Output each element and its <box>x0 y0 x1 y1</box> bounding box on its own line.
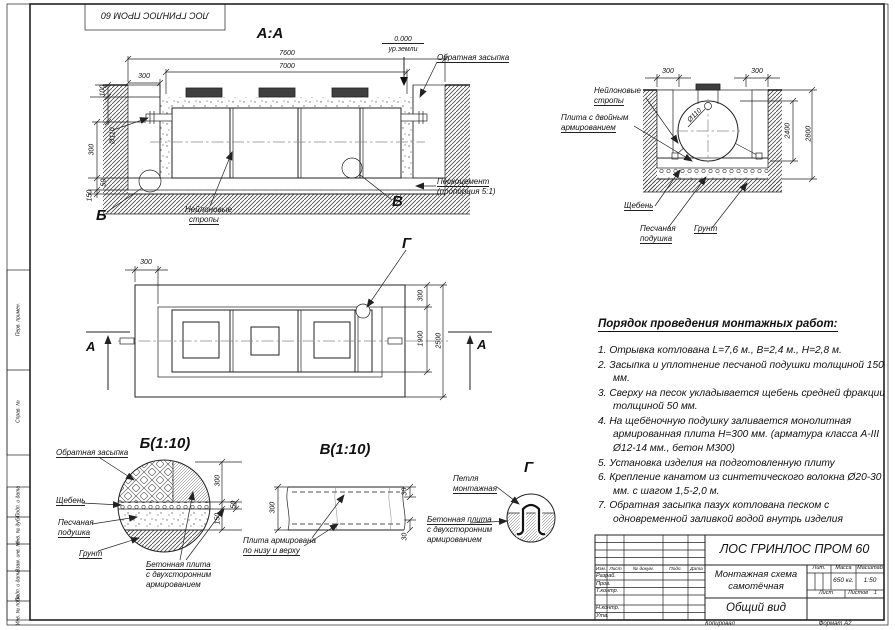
titleblock-doc-name: Монтажная схема <box>714 569 798 580</box>
dim-7600: 7600 <box>279 50 295 57</box>
detail-g-loop-2: монтажная <box>453 484 497 493</box>
view-plan <box>86 250 492 400</box>
titleblock-sheets-value: 1 <box>874 590 878 596</box>
titleblock-mass-value: 650 кг. <box>833 577 854 584</box>
titleblock-doc-name-2: самотёчная <box>728 581 784 592</box>
detail-g-plate: Бетонная плита <box>427 515 492 524</box>
label-sand-side: Песчаная <box>640 224 676 233</box>
titleblock-izm-header: Изм. <box>595 566 607 572</box>
frame-left-label: Перв. примен. <box>14 303 21 337</box>
label-slings-side-2: стропы <box>594 96 624 105</box>
section-aa-title: А:А <box>256 25 284 42</box>
detail-v-dim-30t: 30 <box>401 487 409 496</box>
dim-300-r: 300 <box>751 68 763 75</box>
detail-g-plate-2: с двухсторонним <box>427 525 493 534</box>
marker-b: Б <box>96 207 107 224</box>
label-slings: Нейлоновые <box>185 205 232 214</box>
marker-a-right: А <box>477 337 487 352</box>
procedure-item: 3. Сверху на песок укладывается щебень средней фракции толщиной 50 мм. <box>598 387 885 413</box>
dim-d110: Ø110 <box>109 127 117 144</box>
titleblock-row-prov: Пров. <box>596 580 611 587</box>
frame-left-label: Взам. инв. № <box>14 541 21 573</box>
label-plate-double: Плита с двойным <box>561 113 629 122</box>
procedure-item: 6. Крепление канатом из синтетического волокна Ø20-30 мм. с шагом 1,5-2,0 м. <box>598 472 882 497</box>
dim-300-l: 300 <box>662 68 674 75</box>
titleblock-row-nkontr: Н.контр. <box>596 605 620 611</box>
titleblock-scale-value: 1:50 <box>863 577 877 584</box>
label-sand-side-2: подушка <box>640 234 673 243</box>
titleblock-row-tkontr: Т.контр. <box>596 588 619 594</box>
dim-plan-2500: 2500 <box>435 332 443 349</box>
titleblock-view-name: Общий вид <box>726 602 786 614</box>
detail-g-loop: Петля <box>453 474 479 483</box>
level-sub: ур.земли <box>388 46 418 53</box>
titleblock-lit-header: Лит. <box>812 565 826 571</box>
dim-300-top: 300 <box>138 73 150 80</box>
dim-2400: 2400 <box>784 122 792 139</box>
marker-a-left: А <box>86 339 96 354</box>
label-gravel-side: Щебень <box>624 201 654 210</box>
titleblock-sheet-header: Лист <box>818 590 834 596</box>
detail-v-title: В(1:10) <box>319 441 371 458</box>
detail-v-label-2: по низу и верху <box>243 546 300 555</box>
detail-v-dim-30b: 30 <box>401 532 409 541</box>
titleblock-podp-header: Подп. <box>669 566 682 572</box>
dim-plan-1900: 1900 <box>417 330 425 347</box>
detail-b-dim-300: 300 <box>214 474 222 487</box>
frame-top-stamp: ЛОС ГРИНЛОС ПРОМ 60 <box>101 10 209 21</box>
label-soil-side: Грунт <box>694 224 718 233</box>
detail-g-plate-3: армированием <box>427 535 482 544</box>
view-section-side <box>634 74 817 228</box>
detail-b-plate: Бетонная плита <box>146 560 211 569</box>
procedure-list <box>598 344 888 527</box>
dim-plan-300-right: 300 <box>417 289 425 302</box>
titleblock-row-utv: Утв. <box>596 612 609 619</box>
detail-b-plate-3: армированием <box>146 580 201 589</box>
format-label: Формат А2 <box>818 620 852 627</box>
titleblock-product: ЛОС ГРИНЛОС ПРОМ 60 <box>719 542 870 556</box>
titleblock-doc-header: № докум. <box>632 566 655 572</box>
frame-left-label: Справ. № <box>14 400 21 423</box>
procedure-item: 4. На щебёночную подушку заливается монолитная армированная плита H=300 мм. (арматура класса A-III Ø12-14 мм., бетон М300) <box>598 415 880 454</box>
detail-b-gravel: Щебень <box>56 496 86 505</box>
detail-b-title: Б(1:10) <box>139 435 191 452</box>
titleblock-list-header: Лист <box>609 566 622 572</box>
procedure-title: Порядок проведения монтажных работ: <box>598 318 838 332</box>
dim-300-left: 300 <box>88 143 96 156</box>
label-slings-side: Нейлоновые <box>594 86 641 95</box>
detail-v-dim-300: 300 <box>269 501 277 514</box>
detail-v-label: Плита армирована <box>243 536 316 545</box>
dim-50: 50 <box>100 178 108 187</box>
titleblock-mass-header: Масса <box>835 565 852 571</box>
procedure-item: 5. Установка изделия на подготовленную плиту <box>598 457 835 469</box>
dim-d110-side: Ø110 <box>686 107 704 124</box>
dim-7000: 7000 <box>279 63 295 70</box>
frame-left-label: Подп. и дата <box>14 485 21 518</box>
label-sandcement: Пескоцемент <box>437 177 490 186</box>
frame-left-label: Инв. № дубл. <box>14 514 21 545</box>
label-plate-double-2: армированием <box>561 123 616 132</box>
marker-g: Г <box>402 235 412 252</box>
detail-b-sand: Песчаная <box>58 518 94 527</box>
level-mark: 0.000 <box>382 36 424 44</box>
titleblock-sheets-header: Листов <box>848 590 869 596</box>
dim-150: 150 <box>86 189 94 202</box>
frame-left-label: Инв. № подл. <box>14 594 21 626</box>
detail-g-title: Г <box>524 459 534 476</box>
detail-b-soil: Грунт <box>79 549 103 558</box>
dim-2800: 2800 <box>805 125 813 142</box>
dim-plan-300-top: 300 <box>140 259 152 266</box>
detail-b-dim-150: 150 <box>214 512 222 525</box>
procedure-item: 7. Обратная засыпка пазух котлована песком с одновременной заливкой водой внутрь изделия <box>598 500 843 525</box>
detail-b-backfill: Обратная засыпка <box>56 448 129 457</box>
detail-b-plate-2: с двухсторонним <box>146 570 212 579</box>
frame-left-label: Подп. и дата <box>14 569 21 602</box>
label-slings-2: стропы <box>189 215 219 224</box>
titleblock-row-razrab: Разраб. <box>596 573 616 579</box>
label-sandcement-2: (пропорция 5:1) <box>437 187 496 196</box>
titleblock-scale-header: Масштаб <box>857 565 883 571</box>
procedure-item: 1. Отрывка котлована L=7,6 м., B=2,4 м., H=2,8 м. <box>598 345 842 356</box>
titleblock-data-header: Дата <box>690 566 703 572</box>
marker-v: В <box>392 193 403 210</box>
copied-label: Копировал <box>705 620 735 627</box>
label-backfill: Обратная засыпка <box>437 53 510 62</box>
detail-b-dim-50: 50 <box>230 500 238 509</box>
detail-b-sand-2: подушка <box>58 528 91 537</box>
procedure-item: 2. Засыпка и уплотнение песчаной подушки толщиной 150 мм. <box>598 359 884 385</box>
dim-100: 100 <box>99 84 107 97</box>
